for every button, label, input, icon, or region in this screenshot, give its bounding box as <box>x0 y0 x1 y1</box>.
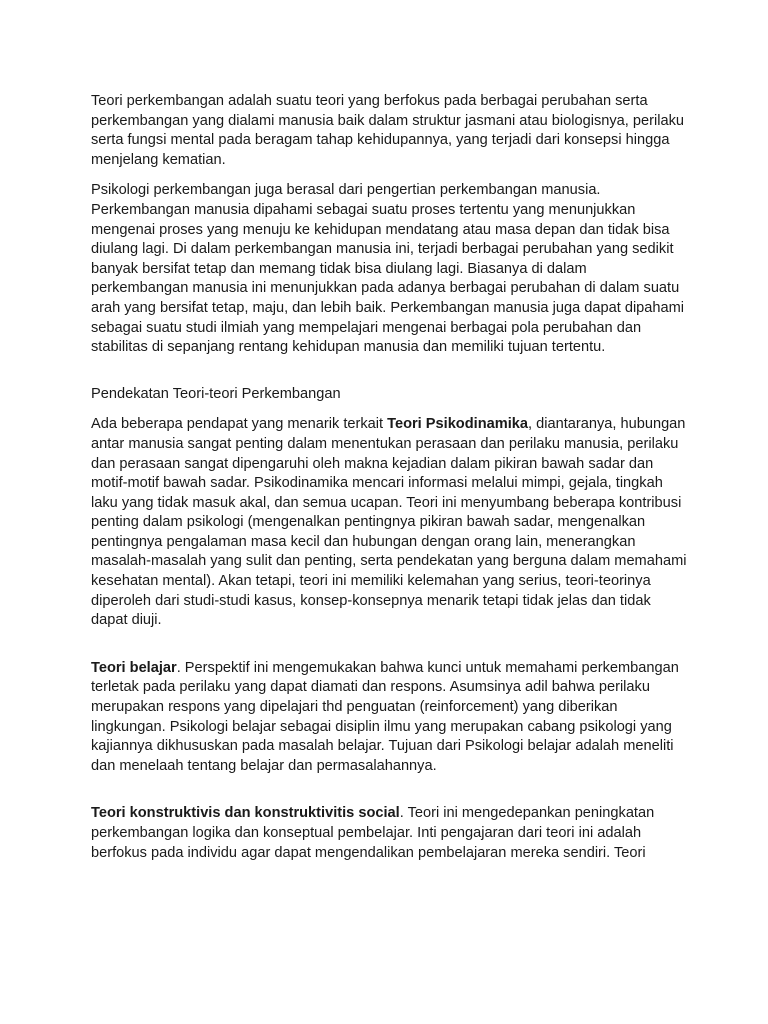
paragraph-teori-belajar <box>91 659 687 777</box>
paragraph-intro: Teori perkembangan adalah suatu teori yang berfokus pada berbagai perubahan serta perkembangan yang dialami manusia baik dalam struktur jasmani atau biologisnya, perilaku serta fungsi mental pada beragam tahap kehidupannya, yang terjadi dari konsepsi hingga menjelang kematian. <box>91 93 684 168</box>
paragraph-psikodinamika-body: , diantaranya, hubungan antar manusia sangat penting dalam menentukan perasaan dan perilaku manusia, perilaku dan perasaan sangat dipengaruhi oleh makna kejadian dalam pikiran bawah sadar dan motif-motif bawah sadar. Psikodinamika mencari informasi melalui mimpi, gejala, tingkah laku yang tidak masuk akal, dan semua ucapan. Teori ini menyumbang beberapa kontribusi penting dalam psikologi (mengenalkan pentingnya pikiran bawah sadar, mengenalkan pentingnya pengalaman masa kecil dan hubungan dengan orang lain, menerangkan masalah-masalah yang sulit dan penting, serta pendekatan yang berguna dalam memahami kesehatan mental). Akan tetapi, teori ini memiliki kelemahan yang serius, teori-teorinya diperoleh dari studi-studi kasus, konsep-konsepnya menarik tetapi tidak jelas dan tidak dapat diuji. <box>91 416 687 629</box>
paragraph-konstruktivis-body: . Teori ini mengedepankan peningkatan perkembangan logika dan konseptual pembelajar. Inti pengajaran dari teori ini adalah berfokus pada individu agar dapat mengendalikan pembelajaran mereka sendiri. Teori <box>91 805 655 861</box>
paragraph-teori-belajar-body: . Perspektif ini mengemukakan bahwa kunci untuk memahami perkembangan terletak pada perilaku yang dapat diamati dan respons. Asumsinya adil bahwa perilaku merupakan respons yang dipelajari thd penguatan (reinforcement) yang diberikan lingkungan. Psikologi belajar sebagai disiplin ilmu yang merupakan cabang psikologi yang kajiannya dikhususkan pada masalah belajar. Tujuan dari Psikologi belajar adalah meneliti dan menelaah tentang belajar dan permasalahannya. <box>91 659 679 774</box>
term-teori-psikodinamika: Teori Psikodinamika <box>387 416 528 433</box>
paragraph-psikologi-perkembangan: Psikologi perkembangan juga berasal dari pengertian perkembangan manusia. Perkembangan manusia dipahami sebagai suatu proses tertentu yang menunjukkan mengenai proses yang menuju ke kehidupan mendatang atau masa depan dan tidak bisa diulang lagi. Di dalam perkembangan manusia ini, terjadi berbagai perubahan yang sedikit banyak bersifat tetap dan memang tidak bisa diulang lagi. Biasanya di dalam perkembangan manusia ini menunjukkan pada adanya berbagai perubahan di dalam suatu arah yang bersifat tetap, maju, dan lebih baik. Perkembangan manusia juga dapat dipahami sebagai suatu studi ilmiah yang mempelajari mengenai berbagai pola perubahan dan stabilitas di sepanjang rentang kehidupan manusia dan memiliki tujuan tertentu. <box>91 182 685 356</box>
section-heading: Pendekatan Teori-teori Perkembangan <box>91 385 341 402</box>
document-page <box>91 92 687 863</box>
term-teori-konstruktivis: Teori konstruktivis dan konstruktivitis social <box>91 805 400 822</box>
paragraph-psikodinamika-lead: Ada beberapa pendapat yang menarik terkait <box>91 416 388 433</box>
paragraph-psikodinamika <box>91 415 687 631</box>
term-teori-belajar: Teori belajar <box>91 659 177 676</box>
paragraph-konstruktivis <box>91 804 687 863</box>
